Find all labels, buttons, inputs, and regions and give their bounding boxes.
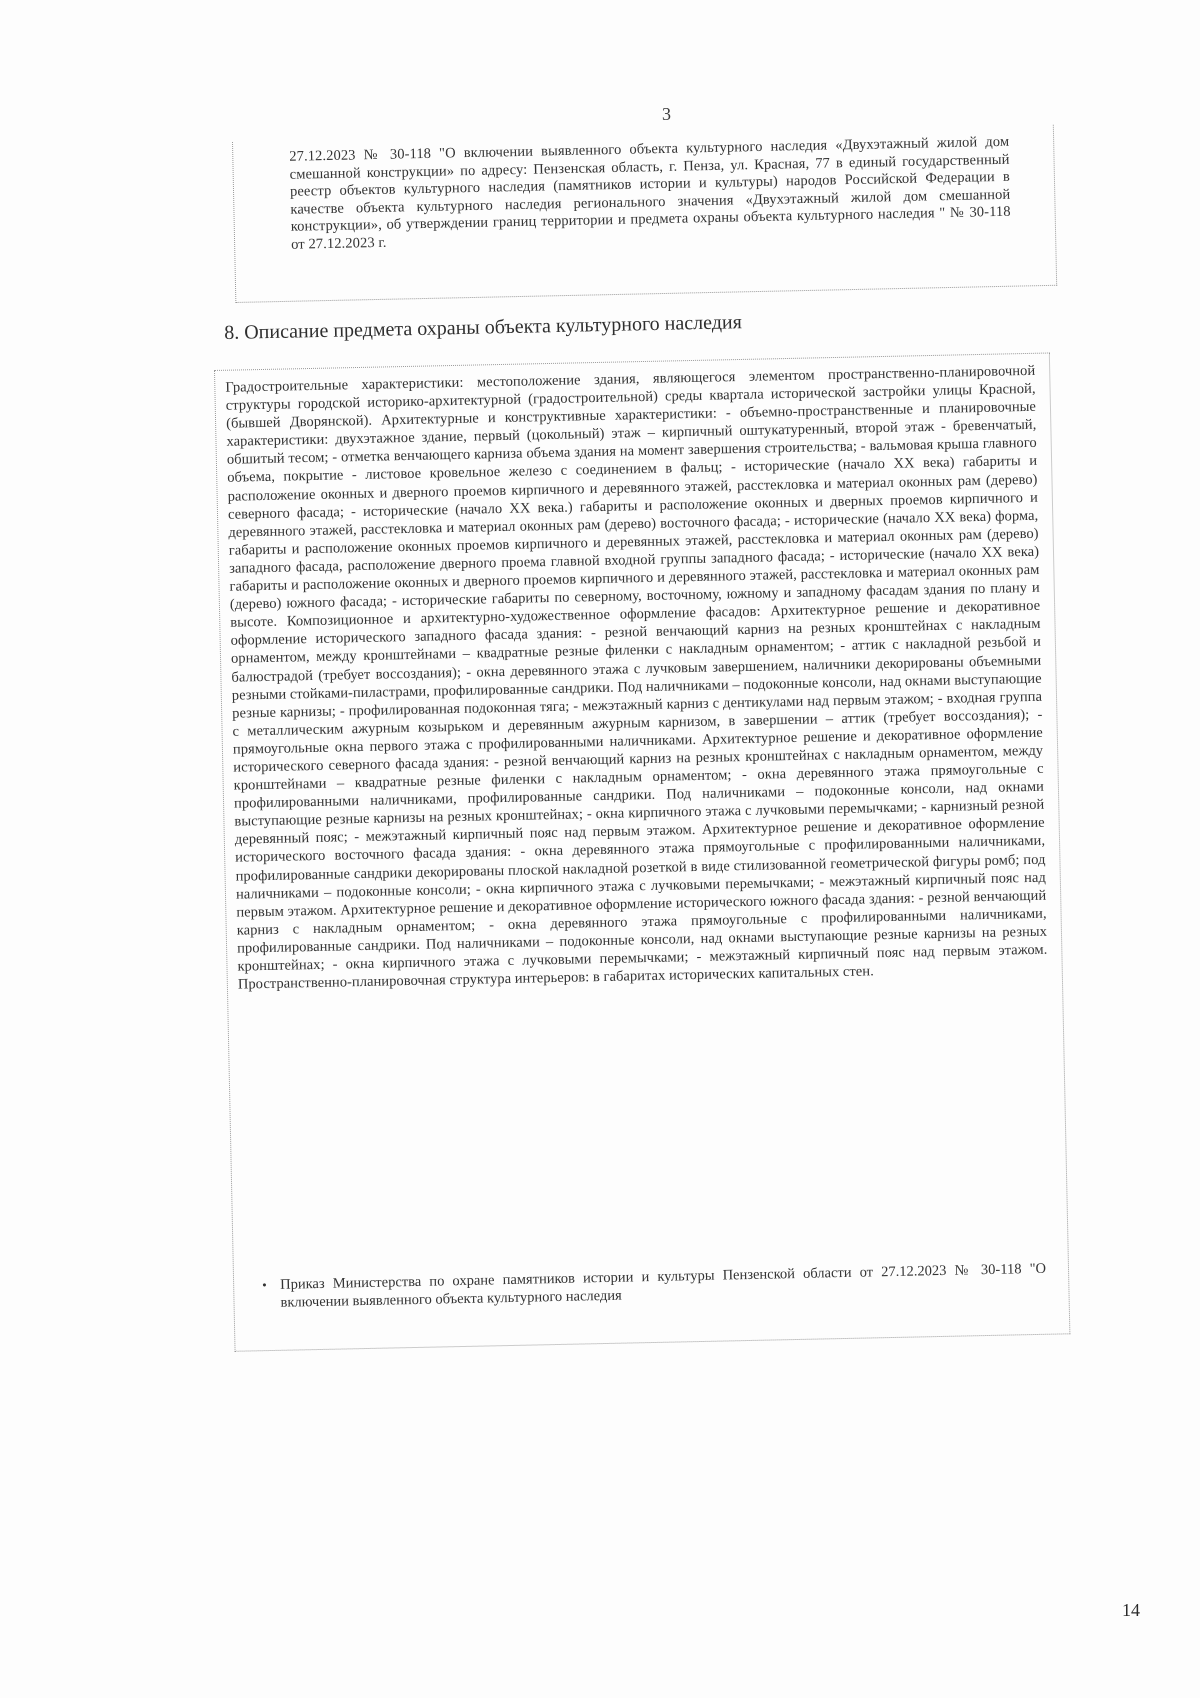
section-body-text: Градостроительные характеристики: местоположение здания, являющегося элементом пространственно-планировочной структуры городской историко-архитектурной (градостроительной) среды квартала исторической застройки улицы Красной, (бывшей Дворянской). Архитектурные и конструктивные характеристики: - объемно-пространственные и планировочные характеристики: двухэтажное здание, первый (цокольный) этаж – кирпичный оштукатуренный, второй этаж - бревенчатый, обшитый тесом; - отметка венчающего карниза объема здания на момент завершения строительства; - вальмовая крыша главного объема, покрытие - листовое кровельное железо с соединением в фальц; - исторические (начало XX века) габариты и расположение оконных и дверного проемов кирпичного и деревянного этажей, расстекловка и материал оконных рам (дерево) северного фасада; - исторические (начало XX века.) габариты и расположение оконных и дверных проемов кирпичного и деревянного этажей, расстекловка и материал оконных рам (дерево) восточного фасада; - исторические (начало XX века) форма, габариты и расположение оконных проемов кирпичного и деревянных этажей, расстекловка и материал оконных рам (дерево) западного фасада, расположение дверного проема главной входной группы западного фасада; - исторические (начало XX века) габариты и расположение оконных и дверного проемов кирпичного и деревянного этажей, расстекловка и материал оконных рам (дерево) южного фасада; - исторические габариты по северному, восточному, южному и западному фасадам здания по плану и высоте. Композиционное и архитектурно-художественное оформление фасадов: Архитектурное решение и декоративное оформление исторического западного фасада здания: - резной венчающий карниз на резных кронштейнах с накладным орнаментом, между кронштейнами – квадратные резные филенки с накладным орнаментом; - аттик с накладной резьбой и балюстрадой (требует воссоздания); - окна деревянного этажа с лучковым завершением, наличники декорированы объемными резными стойками-пиластрами, профилированные сандрики. Под наличниками – подоконные консоли, над окнами выступающие резные карнизы; - профилированная подоконная тяга; - межэтажный карниз с дентикулами над первым этажом; - входная группа с металлическим ажурным козырьком и деревянным ажурным карнизом, в завершении – аттик (требует воссоздания); - прямоугольные окна первого этажа с профилированными наличниками. Архитектурное решение и декоративное оформление исторического северного фасада здания: - резной венчающий карниз на резных кронштейнах с накладным орнаментом, между кронштейнами – квадратные резные филенки с накладным орнаментом; - окна деревянного этажа прямоугольные с профилированными наличниками, профилированные сандрики. Под наличниками – подоконные консоли, над окнами выступающие резные карнизы на резных кронштейнах; - окна кирпичного этажа с лучковыми перемычками; - карнизный резной деревянный пояс; - межэтажный кирпичный пояс над первым этажом. Архитектурное решение и декоративное оформление исторического восточного фасада здания: - окна деревянного этажа прямоугольные с профилированными наличниками, профилированные сандрики декорированы плоской накладной розеткой в виде стилизованной геометрической фигуры ромб; под наличниками – подоконные консоли; - окна кирпичного этажа с лучковыми перемычками; - межэтажный кирпичный пояс над первым этажом. Архитектурное решение и декоративное оформление исторического южного фасада здания: - резной венчающий карниз с накладным орнаментом; - окна деревянного этажа прямоугольные с профилированными наличниками, профилированные сандрики. Под наличниками – подоконные консоли, над окнами выступающие резные карнизы на резных кронштейнах; - окна кирпичного этажа с лучковыми перемычками; - межэтажный кирпичный пояс над первым этажом. Пространственно-планировочная структура интерьеров: в габаритах исторических капитальных стен. [225, 362, 1048, 993]
source-list-item-text: Приказ Министерства по охране памятников истории и культуры Пензенской области от 27.12.2023 № 30-118 "О включении выявленного объекта культурного наследия [280, 1260, 1047, 1311]
section-heading: 8. Описание предмета охраны объекта культурного наследия [224, 311, 743, 344]
previous-section-continuation-box [232, 125, 1057, 303]
bullet-icon: • [262, 1277, 267, 1293]
inner-page-number: 3 [662, 104, 671, 124]
source-list-item [262, 1260, 1047, 1312]
footer-page-number: 14 [1122, 1600, 1140, 1620]
section-content-box [214, 352, 1070, 1351]
previous-section-continuation-text: 27.12.2023 № 30-118 "О включении выявленного объекта культурного наследия «Двухэтажный жилой дом смешанной конструкции» по адресу: Пензенская область, г. Пенза, ул. Красная, 77 в единый государственный реестр объектов культурного наследия (памятников истории и культуры) народов Российской Федерации в качестве объекта культурного наследия регионального значения «Двухэтажный жилой дом смешанной конструкции», об утверждении границ территории и предмета охраны объекта культурного наследия " № 30-118 от 27.12.2023 г. [289, 133, 1011, 253]
